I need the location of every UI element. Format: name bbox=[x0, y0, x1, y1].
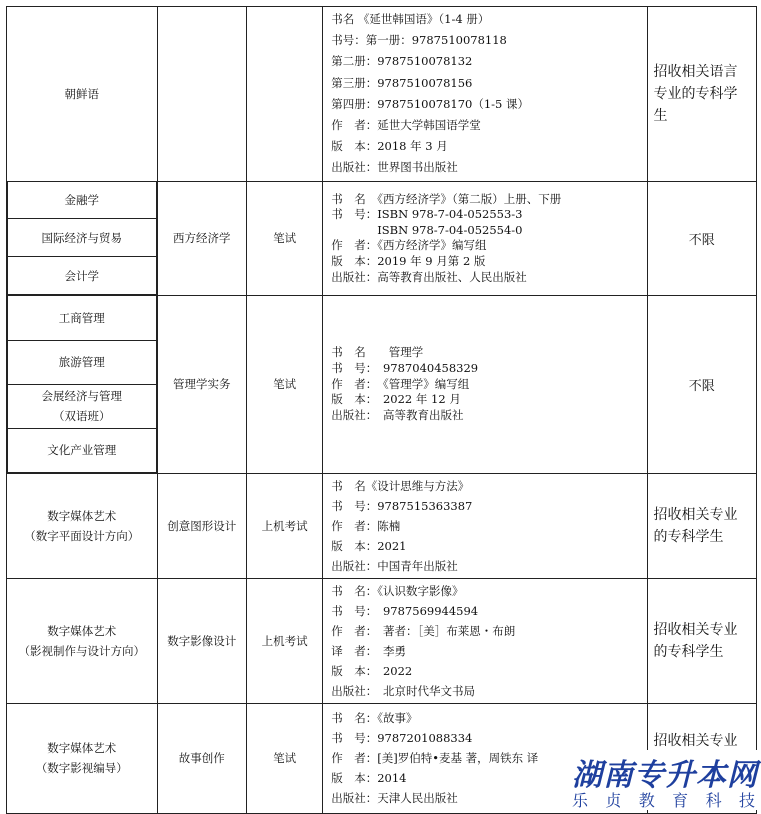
major-line: 会展经济与管理 （双语班） bbox=[41, 389, 123, 424]
subject-cell bbox=[157, 473, 246, 578]
subject-cell bbox=[157, 7, 246, 182]
book-line: ISBN 978-7-04-052554-0 bbox=[331, 222, 523, 237]
table-row bbox=[7, 578, 757, 703]
book-line: 书 号：9787201088334 bbox=[331, 731, 473, 746]
major-name: 数字媒体艺术 （数字平面设计方向） bbox=[24, 508, 140, 543]
book-line: 书 号：ISBN 978-7-04-052553-3 bbox=[331, 207, 523, 222]
requirement-text: 不限 bbox=[688, 378, 715, 394]
book-line: 书 号： 9787569944594 bbox=[331, 603, 479, 618]
book-cell bbox=[323, 7, 647, 182]
table-row bbox=[7, 473, 757, 578]
major-name: 旅游管理 bbox=[8, 340, 157, 384]
subject-name: 数字影像设计 bbox=[167, 633, 237, 648]
method-cell bbox=[246, 578, 322, 703]
subject-name: 故事创作 bbox=[178, 751, 225, 766]
book-line: 第二册：9787510078132 bbox=[331, 54, 473, 69]
book-line: 作 者： 《管理学》编写组 bbox=[331, 376, 470, 391]
exam-method: 笔试 bbox=[273, 751, 297, 766]
method-cell bbox=[246, 181, 322, 296]
requirement-cell bbox=[647, 578, 756, 703]
book-line: 书 名 管理学 bbox=[331, 345, 424, 360]
subject-cell bbox=[157, 703, 246, 813]
requirement-text: 不限 bbox=[688, 232, 715, 248]
book-line: 译 者： 李勇 bbox=[331, 643, 406, 658]
book-line: 出版社：天津人民出版社 bbox=[331, 791, 458, 806]
watermark-char: 育 bbox=[672, 791, 689, 810]
requirement-cell bbox=[647, 7, 756, 182]
watermark-title: 湖南专升本网 bbox=[572, 758, 758, 793]
table-row bbox=[7, 296, 757, 474]
requirement-line: 生 bbox=[653, 107, 668, 124]
requirement-cell bbox=[647, 296, 756, 474]
requirement-line: 招收相关专业 bbox=[653, 621, 738, 638]
requirement-line: 的专科学生 bbox=[653, 643, 724, 660]
book-line: 书 名 《西方经济学》（第二版）上册、下册 bbox=[331, 191, 562, 206]
exam-method: 上机考试 bbox=[261, 633, 308, 648]
method-cell bbox=[246, 473, 322, 578]
exam-method: 笔试 bbox=[273, 377, 297, 392]
requirement-cell bbox=[647, 181, 756, 296]
method-cell bbox=[246, 703, 322, 813]
major-cell bbox=[7, 473, 158, 578]
book-line: 版 本： 2022 bbox=[331, 663, 413, 678]
exam-subject-table bbox=[6, 6, 757, 814]
watermark-char: 教 bbox=[638, 791, 655, 810]
book-line: 作 者：延世大学韩国语学堂 bbox=[331, 118, 481, 133]
method-cell bbox=[246, 296, 322, 474]
book-line: 出版社：世界图书出版社 bbox=[331, 160, 458, 175]
major-name: 国际经济与贸易 bbox=[8, 219, 157, 257]
major-cell bbox=[7, 578, 158, 703]
book-line: 版 本： 2022 年 12 月 bbox=[331, 392, 461, 407]
subject-name: 管理学实务 bbox=[173, 377, 231, 392]
major-list bbox=[7, 182, 157, 296]
method-cell bbox=[246, 7, 322, 182]
requirement-line: 招收相关语言 bbox=[653, 63, 738, 80]
major-name: 数字媒体艺术 （影视制作与设计方向） bbox=[18, 623, 146, 658]
major-name: 会计学 bbox=[8, 257, 157, 295]
book-line: 作 者：[美]罗伯特•麦基 著，周铁东 译 bbox=[331, 751, 539, 766]
exam-method: 笔试 bbox=[273, 231, 297, 246]
major-list bbox=[7, 296, 157, 473]
site-watermark bbox=[566, 750, 761, 810]
book-line: 书 名《设计思维与方法》 bbox=[331, 478, 470, 493]
requirement-line: 招收相关专业 bbox=[653, 732, 738, 749]
subject-cell bbox=[157, 296, 246, 474]
book-line: 作 者：陈楠 bbox=[331, 518, 401, 533]
book-line: 版 本：2018 年 3 月 bbox=[331, 139, 448, 154]
book-line: 作 者：《西方经济学》编写组 bbox=[331, 238, 487, 253]
major-cell bbox=[7, 296, 158, 474]
book-line: 作 者： 著者：［美］布莱恩・布朗 bbox=[331, 623, 516, 638]
major-cell bbox=[7, 7, 158, 182]
book-line: 出版社： 北京时代华文书局 bbox=[331, 683, 475, 698]
major-name: 金融学 bbox=[8, 182, 157, 219]
requirement-line: 专业的专科学 bbox=[653, 85, 738, 102]
book-cell bbox=[323, 296, 647, 474]
requirement-line: 招收相关专业 bbox=[653, 506, 738, 523]
major-name: 文化产业管理 bbox=[8, 428, 157, 472]
major-name: 朝鲜语 bbox=[64, 86, 100, 101]
subject-name: 创意图形设计 bbox=[167, 518, 237, 533]
major-name bbox=[8, 384, 157, 428]
subject-name: 西方经济学 bbox=[173, 231, 231, 246]
watermark-char: 技 bbox=[738, 791, 755, 810]
book-line: 版 本：2021 bbox=[331, 538, 407, 553]
table-row bbox=[7, 7, 757, 182]
book-line: 书名 《延世韩国语》（1-4 册） bbox=[331, 12, 490, 26]
table-row bbox=[7, 181, 757, 296]
major-name: 工商管理 bbox=[8, 296, 157, 340]
book-line: 出版社：中国青年出版社 bbox=[331, 558, 458, 573]
book-cell bbox=[323, 473, 647, 578]
watermark-char: 科 bbox=[705, 791, 722, 810]
watermark-subtitle bbox=[572, 788, 755, 811]
major-cell bbox=[7, 181, 158, 296]
major-name: 数字媒体艺术 （数字影视编导） bbox=[35, 741, 128, 776]
book-line: 书 名：《认识数字影像》 bbox=[331, 583, 464, 598]
major-cell bbox=[7, 703, 158, 813]
book-line: 版 本：2014 bbox=[331, 771, 407, 786]
book-line: 书号：第一册：9787510078118 bbox=[331, 33, 507, 48]
requirement-cell bbox=[647, 473, 756, 578]
book-line: 书 号： 9787040458329 bbox=[331, 360, 479, 375]
book-line: 出版社： 高等教育出版社 bbox=[331, 407, 464, 422]
requirement-line: 的专科学生 bbox=[653, 528, 724, 545]
subject-cell bbox=[157, 578, 246, 703]
book-cell bbox=[323, 181, 647, 296]
book-cell bbox=[323, 578, 647, 703]
book-line: 书 号：9787515363387 bbox=[331, 498, 473, 513]
watermark-char: 贞 bbox=[605, 791, 622, 810]
book-line: 版 本：2019 年 9 月第 2 版 bbox=[331, 253, 486, 268]
book-line: 书 名：《故事》 bbox=[331, 711, 418, 726]
book-line: 第三册：9787510078156 bbox=[331, 75, 473, 90]
exam-method: 上机考试 bbox=[261, 518, 308, 533]
subject-cell bbox=[157, 181, 246, 296]
book-line: 第四册：9787510078170（1-5 课） bbox=[331, 96, 530, 111]
watermark-char: 乐 bbox=[572, 791, 589, 810]
book-line: 出版社：高等教育出版社、人民出版社 bbox=[331, 269, 527, 284]
